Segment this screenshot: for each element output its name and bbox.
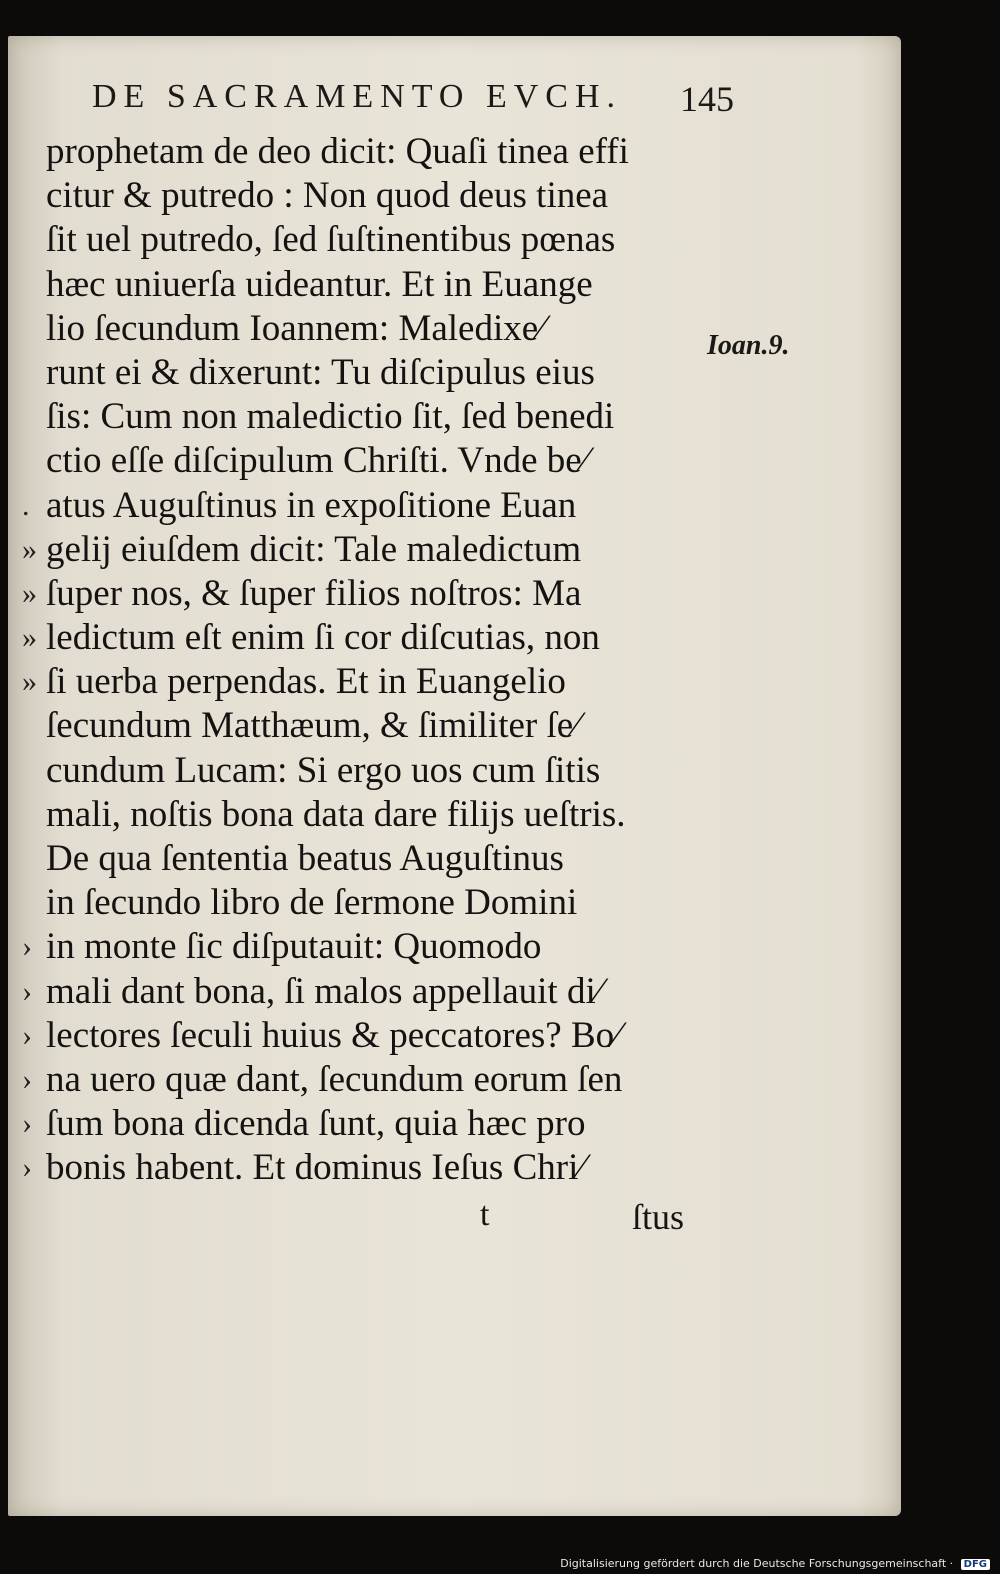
quotation-mark: »	[22, 621, 37, 655]
text-line	[22, 218, 702, 262]
text-line	[22, 749, 702, 793]
text-line	[22, 660, 702, 704]
line-text: atus Auguſtinus in expoſitione Euan	[46, 484, 577, 526]
signature-mark: t	[480, 1196, 490, 1233]
text-line	[22, 1058, 702, 1102]
line-text: mali dant bona, ſi malos appellauit di⁄	[46, 970, 602, 1012]
digitization-credit	[560, 1557, 990, 1570]
text-line	[22, 925, 702, 969]
line-text: in ſecundo libro de ſermone Domini	[46, 882, 578, 924]
marginal-note: Ioan.9.	[707, 330, 790, 361]
line-text: na uero quæ dant, ſecundum eorum ſen	[46, 1058, 623, 1100]
quotation-mark: ›	[22, 1107, 32, 1141]
line-text: cundum Lucam: Si ergo uos cum ſitis	[46, 749, 601, 791]
text-line	[22, 970, 702, 1014]
text-line	[22, 263, 702, 307]
quotation-mark: ›	[22, 930, 32, 964]
text-line	[22, 528, 702, 572]
quotation-mark: »	[22, 532, 37, 566]
page-header	[92, 78, 742, 120]
quotation-mark: ›	[22, 1018, 32, 1052]
quotation-mark: ›	[22, 1151, 32, 1185]
quotation-mark: »	[22, 665, 37, 699]
text-line	[22, 704, 702, 748]
catchword: ſtus	[631, 1197, 684, 1237]
body-text	[22, 130, 702, 1191]
line-text: prophetam de deo dicit: Quaſi tinea effi	[46, 131, 629, 172]
text-line	[22, 837, 702, 881]
quotation-mark: ›	[22, 1062, 32, 1096]
quotation-mark: »	[22, 576, 37, 610]
text-line	[22, 881, 702, 925]
text-line	[22, 439, 702, 483]
text-line	[22, 307, 702, 351]
text-line	[22, 484, 702, 528]
text-line	[22, 572, 702, 616]
line-text: lectores ſeculi huius & peccatores? Bo⁄	[46, 1014, 621, 1056]
line-text: lio ſecundum Ioannem: Maledixe⁄	[46, 307, 545, 349]
line-text: ſi uerba perpendas. Et in Euangelio	[46, 661, 566, 703]
credit-text: Digitalisierung gefördert durch die Deutsche Forschungsgemeinschaft ·	[560, 1557, 954, 1570]
text-line	[22, 174, 702, 218]
line-text: ſum bona dicenda ſunt, quia hæc pro	[46, 1103, 586, 1145]
line-text: citur & putredo : Non quod deus tinea	[46, 175, 609, 217]
line-text: ſit uel putredo, ſed ſuſtinentibus pœnas	[46, 219, 616, 261]
line-text: runt ei & dixerunt: Tu diſcipulus eius	[46, 351, 595, 393]
text-line	[22, 395, 702, 439]
quotation-mark: .	[22, 488, 30, 522]
text-line	[22, 1014, 702, 1058]
line-text: gelij eiuſdem dicit: Tale maledictum	[46, 528, 582, 570]
line-text: in monte ſic diſputauit: Quomodo	[46, 926, 542, 968]
line-text: ſis: Cum non maledictio ſit, ſed benedi	[46, 396, 615, 438]
line-text: ſecundum Matthæum, & ſimiliter ſe⁄	[46, 705, 580, 747]
line-text: De qua ſententia beatus Auguſtinus	[46, 838, 564, 879]
page-foot	[22, 1196, 702, 1240]
line-text: bonis habent. Et dominus Ieſus Chri⁄	[46, 1147, 585, 1189]
line-text: ledictum eſt enim ſi cor diſcutias, non	[46, 617, 600, 659]
line-text: hæc uniuerſa uideantur. Et in Euange	[46, 263, 593, 305]
text-line	[22, 351, 702, 395]
text-line	[22, 130, 702, 174]
text-line	[22, 1102, 702, 1146]
dfg-logo: DFG	[961, 1559, 990, 1570]
text-line	[22, 616, 702, 660]
quotation-mark: ›	[22, 974, 32, 1008]
text-line	[22, 793, 702, 837]
line-text: ſuper nos, & ſuper filios noſtros: Ma	[46, 572, 582, 614]
page-number: 145	[680, 79, 734, 119]
text-line	[22, 1146, 702, 1190]
line-text: mali, noſtis bona data dare filijs ueſtris.	[46, 793, 626, 835]
running-title: DE SACRAMENTO EVCH.	[92, 78, 623, 115]
line-text: ctio eſſe diſcipulum Chriſti. Vnde be⁄	[46, 440, 588, 482]
